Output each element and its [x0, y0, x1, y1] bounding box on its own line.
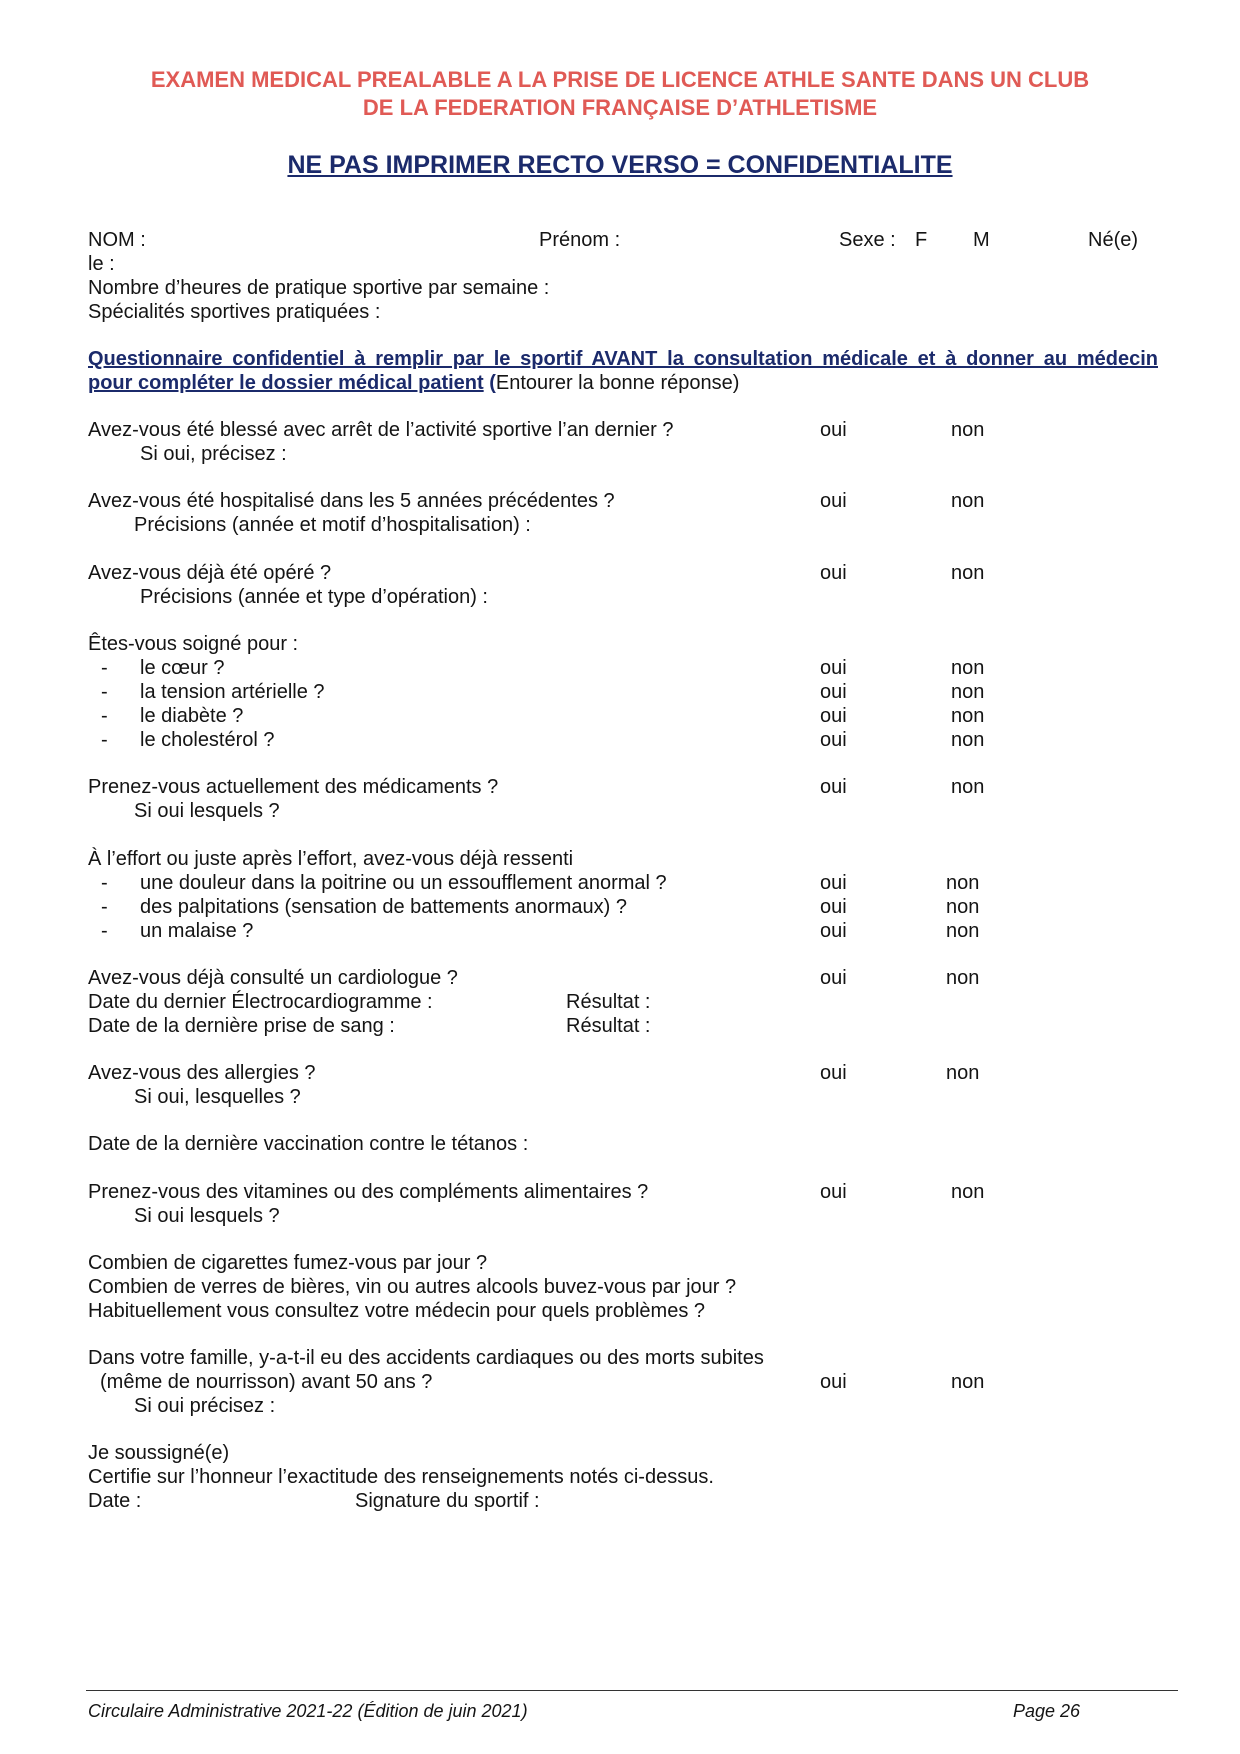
question-alcool: Combien de verres de bières, vin ou autres alcools buvez-vous par jour ?: [88, 1276, 737, 1298]
answer-oui[interactable]: oui: [820, 920, 847, 942]
answer-non[interactable]: non: [946, 967, 980, 989]
answer-non[interactable]: non: [946, 872, 980, 894]
answer-non[interactable]: non: [951, 1371, 985, 1393]
question-allergies: Avez-vous des allergies ?: [88, 1062, 316, 1084]
answer-oui[interactable]: oui: [820, 967, 847, 989]
item-coeur: le cœur ?: [140, 657, 225, 679]
questionnaire-heading-line-1: Questionnaire confidentiel à remplir par le sportif AVANT la consultation médicale et à donner au médecin: [88, 348, 1158, 370]
bullet-dash: -: [101, 657, 108, 679]
tetanos-label: Date de la dernière vaccination contre le tétanos :: [88, 1133, 529, 1155]
sang-resultat-label: Résultat :: [566, 1015, 651, 1037]
item-cholesterol: le cholestérol ?: [140, 729, 275, 751]
answer-oui[interactable]: oui: [820, 896, 847, 918]
answer-non[interactable]: non: [951, 705, 985, 727]
question-blesse-detail: Si oui, précisez :: [140, 443, 287, 465]
question-medicaments-detail: Si oui lesquels ?: [134, 800, 280, 822]
item-diabete: le diabète ?: [140, 705, 244, 727]
answer-non[interactable]: non: [946, 896, 980, 918]
question-famille-detail: Si oui précisez :: [134, 1395, 276, 1417]
bullet-dash: -: [101, 681, 108, 703]
title-line-2: DE LA FEDERATION FRANÇAISE D’ATHLETISME: [362, 95, 878, 120]
questionnaire-heading-subtitle: pour compléter le dossier médical patient: [88, 372, 484, 394]
sexe-label: Sexe :: [839, 229, 896, 251]
answer-oui[interactable]: oui: [820, 729, 847, 751]
prenom-label: Prénom :: [539, 229, 621, 251]
footer-divider: [86, 1690, 1178, 1691]
question-soigne: Êtes-vous soigné pour :: [88, 633, 299, 655]
footer-page-number: Page 26: [1013, 1701, 1081, 1721]
questionnaire-heading-line-2: [88, 371, 739, 395]
item-palpitations: des palpitations (sensation de battements anormaux) ?: [140, 896, 627, 918]
question-opere: Avez-vous déjà été opéré ?: [88, 562, 332, 584]
answer-non[interactable]: non: [951, 562, 985, 584]
ecg-resultat-label: Résultat :: [566, 991, 651, 1013]
answer-oui[interactable]: oui: [820, 681, 847, 703]
question-opere-detail: Précisions (année et type d’opération) :: [140, 586, 488, 608]
answer-oui[interactable]: oui: [820, 705, 847, 727]
question-famille-line-1: Dans votre famille, y-a-t-il eu des accidents cardiaques ou des morts subites: [88, 1347, 764, 1369]
specialites-label: Spécialités sportives pratiquées :: [88, 301, 381, 323]
sexe-m-option[interactable]: M: [973, 229, 990, 251]
ecg-date-label: Date du dernier Électrocardiogramme :: [88, 991, 433, 1013]
answer-non[interactable]: non: [946, 920, 980, 942]
title-line-1: EXAMEN MEDICAL PREALABLE A LA PRISE DE LICENCE ATHLE SANTE DANS UN CLUB: [150, 67, 1090, 92]
answer-oui[interactable]: oui: [820, 490, 847, 512]
bullet-dash: -: [101, 920, 108, 942]
answer-non[interactable]: non: [951, 657, 985, 679]
attestation-soussigne: Je soussigné(e): [88, 1442, 230, 1464]
nom-label: NOM :: [88, 229, 146, 251]
answer-non[interactable]: non: [951, 681, 985, 703]
attestation-certifie: Certifie sur l’honneur l’exactitude des renseignements notés ci-dessus.: [88, 1466, 714, 1488]
bullet-dash: -: [101, 896, 108, 918]
answer-oui[interactable]: oui: [820, 657, 847, 679]
item-tension: la tension artérielle ?: [140, 681, 325, 703]
answer-oui[interactable]: oui: [820, 419, 847, 441]
answer-oui[interactable]: oui: [820, 1371, 847, 1393]
question-medecin: Habituellement vous consultez votre médecin pour quels problèmes ?: [88, 1300, 706, 1322]
question-blesse: Avez-vous été blessé avec arrêt de l’activité sportive l’an dernier ?: [88, 419, 674, 441]
question-hospitalise: Avez-vous été hospitalisé dans les 5 années précédentes ?: [88, 490, 615, 512]
attestation-signature-label: Signature du sportif :: [355, 1490, 540, 1512]
heures-label: Nombre d’heures de pratique sportive par semaine :: [88, 277, 550, 299]
answer-non[interactable]: non: [951, 1181, 985, 1203]
answer-oui[interactable]: oui: [820, 872, 847, 894]
bullet-dash: -: [101, 872, 108, 894]
footer-circulaire: Circulaire Administrative 2021-22 (Édition de juin 2021): [88, 1701, 528, 1721]
answer-non[interactable]: non: [951, 729, 985, 751]
question-allergies-detail: Si oui, lesquelles ?: [134, 1086, 301, 1108]
attestation-date-label: Date :: [88, 1490, 142, 1512]
question-famille-line-2: (même de nourrisson) avant 50 ans ?: [100, 1371, 433, 1393]
question-vitamines-detail: Si oui lesquels ?: [134, 1205, 280, 1227]
answer-oui[interactable]: oui: [820, 562, 847, 584]
answer-oui[interactable]: oui: [820, 1181, 847, 1203]
sang-date-label: Date de la dernière prise de sang :: [88, 1015, 395, 1037]
answer-non[interactable]: non: [946, 1062, 980, 1084]
item-douleur: une douleur dans la poitrine ou un essoufflement anormal ?: [140, 872, 667, 894]
question-effort: À l’effort ou juste après l’effort, avez-vous déjà ressenti: [88, 848, 574, 870]
bullet-dash: -: [101, 729, 108, 751]
bullet-dash: -: [101, 705, 108, 727]
paren-open: (: [489, 372, 496, 394]
answer-oui[interactable]: oui: [820, 1062, 847, 1084]
question-cigarettes: Combien de cigarettes fumez-vous par jour ?: [88, 1252, 488, 1274]
ne-label: Né(e): [1088, 229, 1139, 251]
confidentiality-warning: NE PAS IMPRIMER RECTO VERSO = CONFIDENTIALITE: [287, 151, 953, 179]
question-hospitalise-detail: Précisions (année et motif d’hospitalisation) :: [134, 514, 531, 536]
answer-non[interactable]: non: [951, 490, 985, 512]
answer-oui[interactable]: oui: [820, 776, 847, 798]
question-medicaments: Prenez-vous actuellement des médicaments ?: [88, 776, 499, 798]
question-vitamines: Prenez-vous des vitamines ou des compléments alimentaires ?: [88, 1181, 649, 1203]
answer-non[interactable]: non: [951, 776, 985, 798]
answer-non[interactable]: non: [951, 419, 985, 441]
questionnaire-instruction: Entourer la bonne réponse): [495, 372, 740, 394]
sexe-f-option[interactable]: F: [915, 229, 928, 251]
le-label: le :: [88, 253, 115, 275]
item-malaise: un malaise ?: [140, 920, 254, 942]
question-cardiologue: Avez-vous déjà consulté un cardiologue ?: [88, 967, 458, 989]
